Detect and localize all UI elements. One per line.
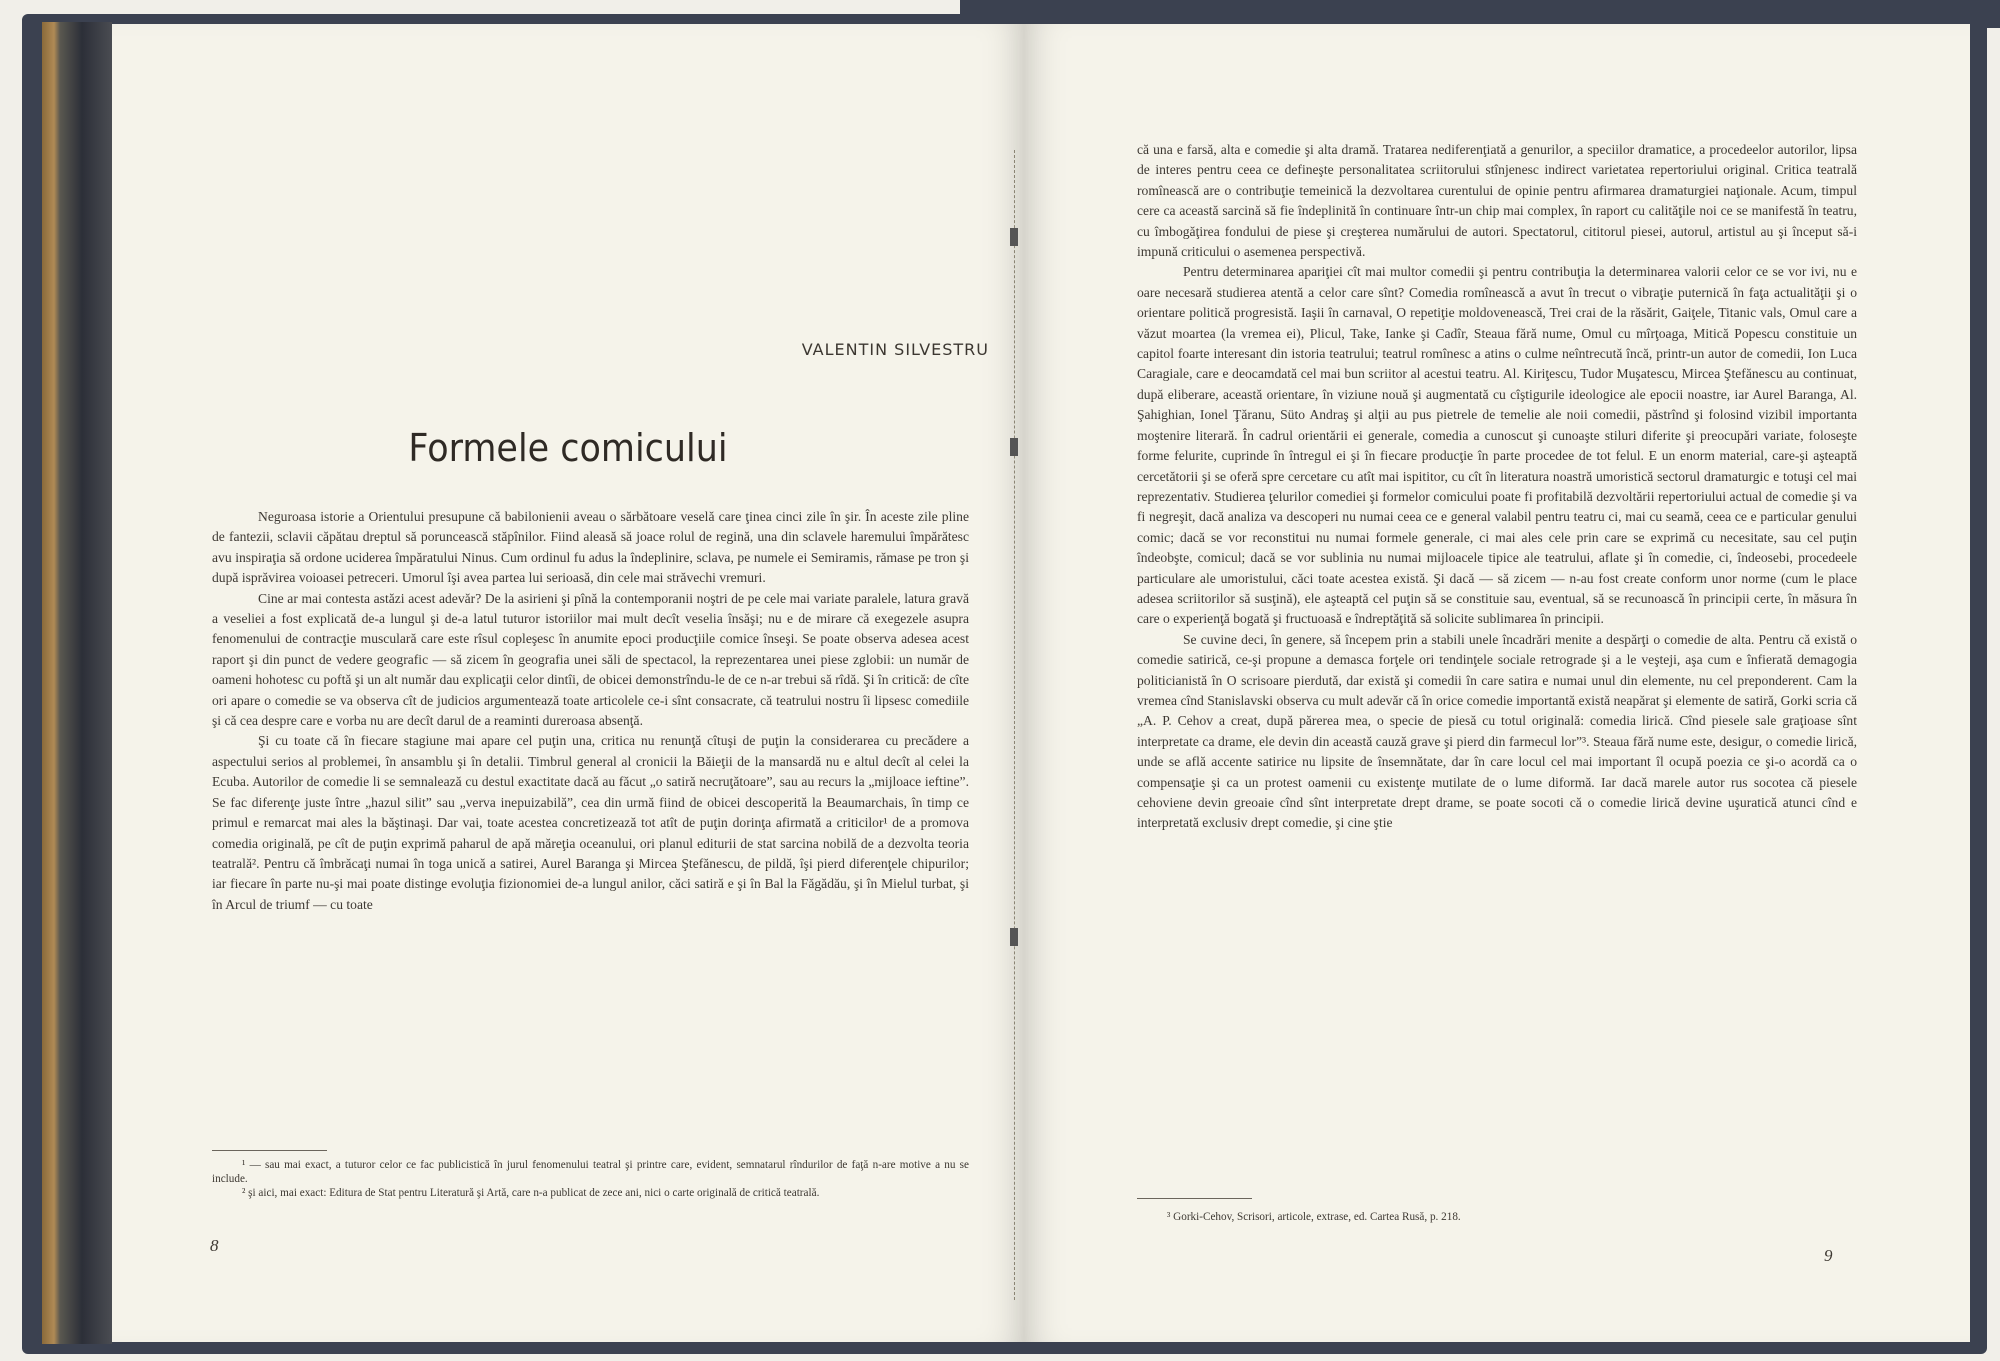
paragraph: că una e farsă, alta e comedie şi alta dramă. Tratarea nediferenţiată a genurilor, a speciilor dramatice, a procedeelor autorilor, lipsa de interes pentru ceea ce defineşte personalitatea scriitorului stînjenesc indirect varietatea repertoriului original. Critica teatrală romînească are o contribuţie temeinică la dezvoltarea curentului de opinie pentru afirmarea dramaturgiei naţionale. Acum, timpul cere ca această sarcină să fie îndeplinită în continuare într-un chip mai complex, în raport cu calităţile noi ce se manifestă în teatru, cu îmbogăţirea fondului de piese şi creşterea numărului de autori. Spectatorul, cititorul piesei, autorul, artistul au şi început să-i impună criticului o asemenea perspectivă. bbox=[1137, 142, 1857, 260]
footnote-divider bbox=[212, 1150, 327, 1151]
footnote: ¹ — sau mai exact, a tuturor celor ce fac publicistică în jurul fenomenului teatral şi printre care, evident, semnatarul rîndurilor de faţă n-are motive a nu se include. bbox=[212, 1159, 969, 1185]
binding-stitch bbox=[1010, 228, 1018, 246]
footnote-divider bbox=[1137, 1198, 1252, 1199]
page-number: 9 bbox=[1824, 1246, 1833, 1265]
author-name: VALENTIN SILVESTRU bbox=[801, 340, 989, 359]
binding-stitch bbox=[1010, 438, 1018, 456]
binding-stitch bbox=[1010, 928, 1018, 946]
page-edges bbox=[42, 22, 112, 1344]
left-page bbox=[112, 24, 1024, 1342]
right-page-body bbox=[1137, 140, 1857, 834]
page-number: 8 bbox=[210, 1236, 219, 1255]
paragraph: Pentru determinarea apariţiei cît mai multor comedii şi pentru contribuţia la determinarea valorii celor ce se vor ivi, nu e oare necesară studierea atentă a celor care sînt? Comedia romînească a avut în trecut o vibraţie puternică în faţa actualităţii şi o orientare politică progresistă. Iaşii în carnaval, O repetiţie moldovenească, Trei crai de la răsărit, Gaiţele, Titanic vals, Omul care a văzut moartea (la vremea ei), Plicul, Take, Ianke şi Cadîr, Steaua fără nume, Omul cu mîrţoaga, Mitică Popescu constituie un capitol foarte interesant din istoria teatrului; teatrul romînesc a atins o culme neîntrecută încă, printr-un autor de comedii, Ion Luca Caragiale, care e deocamdată cel mai bun scriitor al acestui teatru. Al. Kiriţescu, Tudor Muşatescu, Mircea Ştefănescu au continuat, după eliberare, această orientare, în viziune nouă şi augmentată cu cîştigurile ideologice ale epocii noastre, iar Aurel Baranga, Al. Şahighian, Ionel Ţăranu, Süto Andraş şi alţii au pus pietrele de temelie ale noii comedii, păstrînd şi folosind vizibil importanta moştenire literară. În cadrul orientării ei generale, comedia a cunoscut şi cunoaşte stiluri diferite şi preocupări variate, foloseşte forme felurite, cuprinde în întregul ei şi în fiecare producţie în parte procedee de tot felul. E un enorm material, care-şi aşteaptă cercetătorii şi se oferă spre cercetare cu atît mai ispititor, cu cît în literatura noastră umoristică sectorul dramaturgic e totuşi cel mai reprezentativ. Studierea ţelurilor comediei şi formelor comicului poate fi profitabilă dezvoltării repertoriului actual de comedie şi va fi negreşit, dacă analiza va descoperi nu numai ceea ce e general valabil pentru teatru ci, mai cu seamă, ceea ce e particular genului comic; dacă se vor reconstitui nu numai formele generale, ci mai ales cele prin care se exprimă cu necesitate, sau cel puţin îndeobşte, comicul; dacă se vor sublinia nu numai mijloacele tipice ale teatrului, aflate şi în comedie, ci, îndeosebi, procedeele particulare ale umoristului, căci toate acestea există. Şi dacă — să zicem — n-au fost create conform unor norme (cum le place adesea scriitorilor să susţină), ele aşteaptă cel puţin să se constituie sau, eventual, să se recunoască în principii certe, în măsura în care o experienţă bogată şi fructuoasă e îndreptăţită să solicite sublimarea în principii. bbox=[1137, 264, 1857, 627]
footnote: ² şi aici, mai exact: Editura de Stat pentru Literatură şi Artă, care n-a publicat de zece ani, nici o carte originală de critică teatrală. bbox=[242, 1187, 820, 1199]
binding-thread bbox=[1014, 150, 1025, 1300]
paragraph: Şi cu toate că în fiecare stagiune mai apare cel puţin una, critica nu renunţă cîtuşi de puţin la considerarea cu precădere a aspectului serios al problemei, în ansamblu şi în detalii. Timbrul general al cronicii la Băieţii de la mansardă nu e altul decît al celei la Ecuba. Autorilor de comedie li se semnalează cu destul exactitate dacă au făcut „o satiră necruţătoare”, sau au recurs la „mijloace ieftine”. Se fac diferenţe juste între „hazul silit” sau „verva inepuizabilă”, cea din urmă fiind de obicei descoperită la Beaumarchais, în timp ce primul e remarcat mai ales la băştinaşi. Dar vai, toate acestea concretizează tot atît de puţin dorinţa afirmată a criticilor¹ de a promova comedia originală, pe cît de puţin exprimă paharul de apă măreţia oceanului, ori planul editurii de stat sarcina nobilă de a dezvolta teoria teatrală². Pentru că îmbrăcaţi numai în toga unică a satirei, Aurel Baranga şi Mircea Ştefănescu, de pildă, îşi pierd diferenţele chipurilor; iar fiecare în parte nu-şi mai poate distinge evoluţia fizionomiei de-a lungul anilor, căci satiră e şi în Bal la Făgădău, şi în Mielul turbat, şi în Arcul de triumf — cu toate bbox=[212, 733, 969, 912]
footnote: ³ Gorki-Cehov, Scrisori, articole, extrase, ed. Cartea Rusă, p. 218. bbox=[1167, 1211, 1461, 1223]
paragraph: Se cuvine deci, în genere, să începem prin a stabili unele încadrări menite a despărţi o comedie de alta. Pentru că există o comedie satirică, ce-şi propune a demasca forţele ori tendinţele sociale retrograde şi a le veşteji, aşa cum e înfierată demagogia politicianistă în O scrisoare pierdută, dar există şi comedii în care satira e numai unul din elemente, nu cel preponderent. Cam la vremea cînd Stanislavski observa cu mult adevăr că în orice comedie importantă există neapărat şi elemente de satiră, Gorki scria că „A. P. Cehov a creat, după părerea mea, o specie de piesă cu totul originală: comedia lirică. Cînd piesele sale graţioase sînt interpretate ca drame, ele devin din această cauză grave şi pierd din farmecul lor”³. Steaua fără nume este, desigur, o comedie lirică, unde se află accente satirice nu lipsite de însemnătate, dar în care locul cel mai important îl ocupă poezia ce şi-o acordă ca o compensaţie şi ca un protest oamenii cu existenţe mutilate de o lume diformă. Iar dacă marele autor rus socotea că piesele cehoviene devin greoaie cînd sînt interpretate drept drame, se poate socoti că o comedie lirică devine uşuratică atunci cînd e interpretată exclusiv drept comedie, şi cine ştie bbox=[1137, 631, 1857, 831]
article-title: Formele comicului bbox=[408, 426, 728, 470]
footnotes bbox=[1137, 1210, 1857, 1224]
right-page bbox=[1024, 24, 1970, 1342]
paragraph: Neguroasa istorie a Orientului presupune că babilonienii aveau o sărbătoare veselă care ţinea cinci zile în şir. În aceste zile pline de fantezii, sclavii căpătau dreptul să poruncească stăpînilor. Fiind aleasă să joace rolul de regină, una din sclavele haremului împărătesc avu inspiraţia să ordone uciderea împăratului Ninus. Cum ordinul fu adus la îndeplinire, sclava, pe numele ei Semiramis, rămase pe tron şi după isprăvirea voioasei petreceri. Umorul îşi avea partea lui serioasă, din cele mai străvechi vremuri. bbox=[212, 509, 969, 586]
left-page-body bbox=[212, 507, 969, 915]
footnotes bbox=[212, 1158, 969, 1200]
paragraph: Cine ar mai contesta astăzi acest adevăr? De la asirieni şi pînă la contemporanii noştri de pe cele mai variate paralele, latura gravă a veseliei a fost explicată de-a lungul şi de-a latul tuturor istoriilor mai mult decît veselia însăşi; nu e de mirare că exegezele asupra fenomenului de contracţie musculară care este rîsul copleşesc în anumite epoci producţiile comice înseşi. Se poate observa adesea acest raport şi din punct de vedere geografic — să zicem în geografia unei săli de spectacol, la reprezentarea unei piese zglobii: un număr de oameni hohotesc cu poftă şi un alt număr dau explicaţii celor dintîi, de obicei demonstrîndu-le de ce n-ar trebui să rîdă. Şi în critică: de cîte ori apare o comedie se va observa cît de judicios argumentează toate articolele ce-i sînt consacrate, că teatrului nostru îi lipsesc comediile şi că cea despre care e vorba nu are decît darul de a reaminti dureroasa absenţă. bbox=[212, 590, 969, 729]
